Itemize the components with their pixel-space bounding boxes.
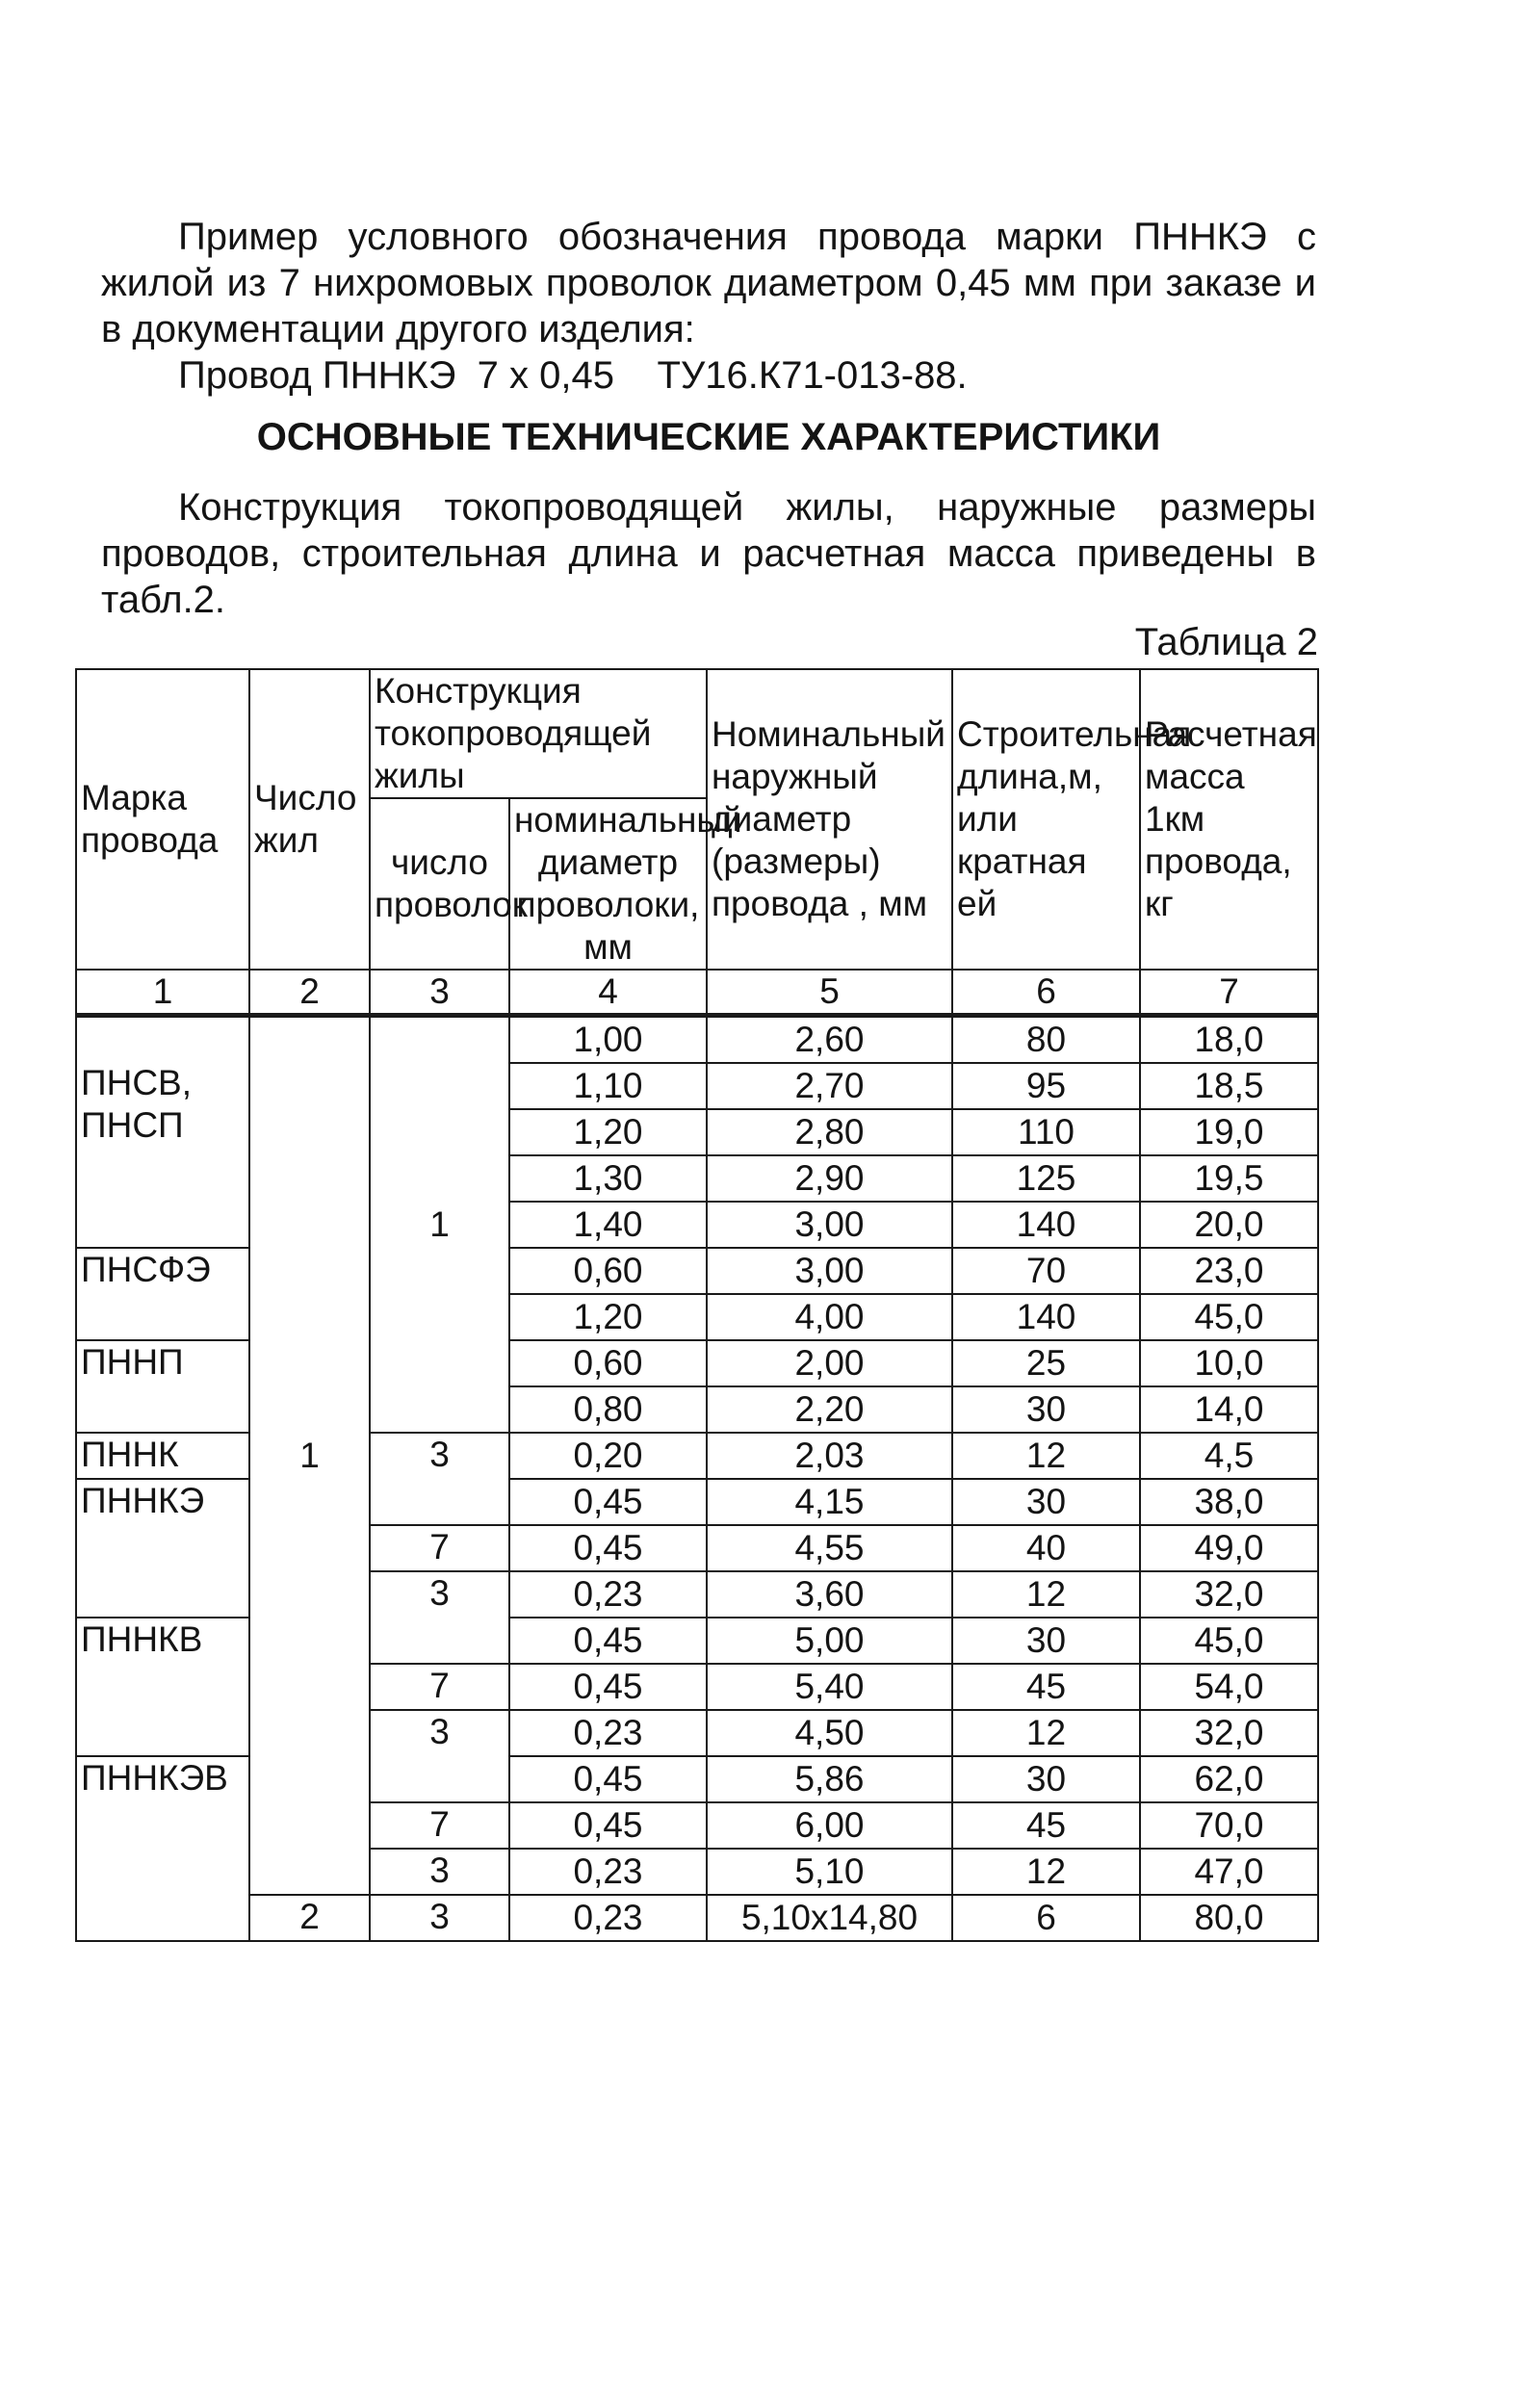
length-cell: 140	[952, 1202, 1140, 1248]
table-caption: Таблица 2	[1134, 621, 1318, 663]
column-number: 1	[76, 970, 249, 1016]
mass-cell: 23,0	[1140, 1248, 1318, 1294]
length-cell: 70	[952, 1248, 1140, 1294]
column-number: 2	[249, 970, 370, 1016]
length-cell: 30	[952, 1386, 1140, 1433]
outer-diameter-cell: 5,00	[707, 1618, 952, 1664]
intro-block	[101, 214, 1316, 399]
mass-cell: 14,0	[1140, 1386, 1318, 1433]
wire-diameter-cell: 0,23	[509, 1849, 707, 1895]
header-cores: Число жил	[249, 669, 370, 970]
length-cell: 110	[952, 1109, 1140, 1155]
wire-diameter-cell: 0,20	[509, 1433, 707, 1479]
wire-count-cell: 3	[370, 1849, 509, 1895]
mass-cell: 18,0	[1140, 1016, 1318, 1064]
length-cell: 30	[952, 1479, 1140, 1525]
outer-diameter-cell: 5,10х14,80	[707, 1895, 952, 1941]
spec-table	[75, 668, 1319, 1942]
outer-diameter-cell: 5,10	[707, 1849, 952, 1895]
length-cell: 45	[952, 1802, 1140, 1849]
mark-cell: ПННКЭ	[76, 1479, 249, 1618]
length-cell: 12	[952, 1571, 1140, 1618]
length-cell: 25	[952, 1340, 1140, 1386]
length-cell: 30	[952, 1618, 1140, 1664]
wire-diameter-cell: 0,45	[509, 1756, 707, 1802]
wire-diameter-cell: 1,00	[509, 1016, 707, 1064]
outer-diameter-cell: 5,40	[707, 1664, 952, 1710]
wire-diameter-cell: 0,45	[509, 1802, 707, 1849]
outer-diameter-cell: 2,80	[707, 1109, 952, 1155]
mark-cell: ПННП	[76, 1340, 249, 1433]
mass-cell: 19,0	[1140, 1109, 1318, 1155]
designation-example: Провод ПННКЭ 7 х 0,45 ТУ16.К71-013-88.	[178, 354, 968, 397]
section-heading: ОСНОВНЫЕ ТЕХНИЧЕСКИЕ ХАРАКТЕРИСТИКИ	[256, 416, 1161, 458]
header-mass: Расчетная масса 1км провода, кг	[1140, 669, 1318, 970]
wire-diameter-cell: 0,60	[509, 1340, 707, 1386]
cores-cell: 1	[249, 1016, 370, 1896]
wire-diameter-cell: 1,20	[509, 1109, 707, 1155]
outer-diameter-cell: 4,55	[707, 1525, 952, 1571]
mass-cell: 32,0	[1140, 1710, 1318, 1756]
mass-cell: 54,0	[1140, 1664, 1318, 1710]
wire-diameter-cell: 0,45	[509, 1664, 707, 1710]
wire-count-cell: 3	[370, 1895, 509, 1941]
wire-count-cell: 7	[370, 1525, 509, 1571]
mark-cell: ПННКЭВ	[76, 1756, 249, 1941]
header-wire-count: число проволок	[370, 798, 509, 970]
wire-count-cell: 3	[370, 1571, 509, 1664]
outer-diameter-cell: 2,00	[707, 1340, 952, 1386]
mark-cell: ПНСФЭ	[76, 1248, 249, 1340]
outer-diameter-cell: 4,15	[707, 1479, 952, 1525]
wire-count-cell: 3	[370, 1710, 509, 1802]
length-cell: 12	[952, 1710, 1140, 1756]
wire-diameter-cell: 0,23	[509, 1895, 707, 1941]
outer-diameter-cell: 3,00	[707, 1202, 952, 1248]
column-number: 4	[509, 970, 707, 1016]
column-number: 6	[952, 970, 1140, 1016]
wire-count-cell: 1	[370, 1016, 509, 1434]
mass-cell: 45,0	[1140, 1618, 1318, 1664]
outer-diameter-cell: 2,20	[707, 1386, 952, 1433]
mark-cell: ПННК	[76, 1433, 249, 1479]
mass-cell: 18,5	[1140, 1063, 1318, 1109]
column-number: 3	[370, 970, 509, 1016]
table-row	[76, 1016, 1318, 1064]
mass-cell: 45,0	[1140, 1294, 1318, 1340]
header-length: Строительная длина,м, или кратная ей	[952, 669, 1140, 970]
outer-diameter-cell: 2,60	[707, 1016, 952, 1064]
outer-diameter-cell: 4,50	[707, 1710, 952, 1756]
length-cell: 12	[952, 1849, 1140, 1895]
wire-diameter-cell: 0,45	[509, 1618, 707, 1664]
length-cell: 125	[952, 1155, 1140, 1202]
wire-diameter-cell: 0,23	[509, 1710, 707, 1756]
wire-diameter-cell: 0,23	[509, 1571, 707, 1618]
header-mark: Марка провода	[76, 669, 249, 970]
wire-count-cell: 3	[370, 1433, 509, 1525]
header-wire-diameter: номинальный диаметр проволоки, мм	[509, 798, 707, 970]
wire-diameter-cell: 1,40	[509, 1202, 707, 1248]
mass-cell: 62,0	[1140, 1756, 1318, 1802]
mass-cell: 80,0	[1140, 1895, 1318, 1941]
length-cell: 30	[952, 1756, 1140, 1802]
mass-cell: 20,0	[1140, 1202, 1318, 1248]
table-row	[76, 1895, 1318, 1941]
wire-diameter-cell: 1,20	[509, 1294, 707, 1340]
cores-cell: 2	[249, 1895, 370, 1941]
mark-cell: ПННКВ	[76, 1618, 249, 1756]
length-cell: 45	[952, 1664, 1140, 1710]
column-number: 7	[1140, 970, 1318, 1016]
outer-diameter-cell: 5,86	[707, 1756, 952, 1802]
table-reference-paragraph: Конструкция токопроводящей жилы, наружные размеры проводов, строительная длина и расчетная масса приведены в табл.2.	[101, 486, 1316, 621]
outer-diameter-cell: 2,03	[707, 1433, 952, 1479]
mass-cell: 19,5	[1140, 1155, 1318, 1202]
outer-diameter-cell: 4,00	[707, 1294, 952, 1340]
wire-diameter-cell: 0,80	[509, 1386, 707, 1433]
mass-cell: 4,5	[1140, 1433, 1318, 1479]
length-cell: 6	[952, 1895, 1140, 1941]
mass-cell: 49,0	[1140, 1525, 1318, 1571]
wire-diameter-cell: 0,45	[509, 1525, 707, 1571]
outer-diameter-cell: 2,90	[707, 1155, 952, 1202]
mass-cell: 47,0	[1140, 1849, 1318, 1895]
wire-diameter-cell: 0,45	[509, 1479, 707, 1525]
column-number: 5	[707, 970, 952, 1016]
wire-diameter-cell: 1,30	[509, 1155, 707, 1202]
wire-diameter-cell: 1,10	[509, 1063, 707, 1109]
wire-count-cell: 7	[370, 1664, 509, 1710]
outer-diameter-cell: 2,70	[707, 1063, 952, 1109]
length-cell: 80	[952, 1016, 1140, 1064]
length-cell: 40	[952, 1525, 1140, 1571]
outer-diameter-cell: 3,00	[707, 1248, 952, 1294]
mark-cell: ПНСВ, ПНСП	[76, 1016, 249, 1249]
wire-diameter-cell: 0,60	[509, 1248, 707, 1294]
wire-count-cell: 7	[370, 1802, 509, 1849]
length-cell: 140	[952, 1294, 1140, 1340]
outer-diameter-cell: 3,60	[707, 1571, 952, 1618]
mass-cell: 32,0	[1140, 1571, 1318, 1618]
mass-cell: 70,0	[1140, 1802, 1318, 1849]
length-cell: 12	[952, 1433, 1140, 1479]
header-construction: Конструкция токопроводящей жилы	[370, 669, 707, 798]
length-cell: 95	[952, 1063, 1140, 1109]
intro-paragraph: Пример условного обозначения провода марки ПННКЭ с жилой из 7 нихромовых проволок диаметром 0,45 мм при заказе и в документации другого изделия:	[101, 216, 1316, 350]
header-outer-diameter: Номинальный наружный диаметр (размеры) провода , мм	[707, 669, 952, 970]
mass-cell: 38,0	[1140, 1479, 1318, 1525]
mass-cell: 10,0	[1140, 1340, 1318, 1386]
outer-diameter-cell: 6,00	[707, 1802, 952, 1849]
